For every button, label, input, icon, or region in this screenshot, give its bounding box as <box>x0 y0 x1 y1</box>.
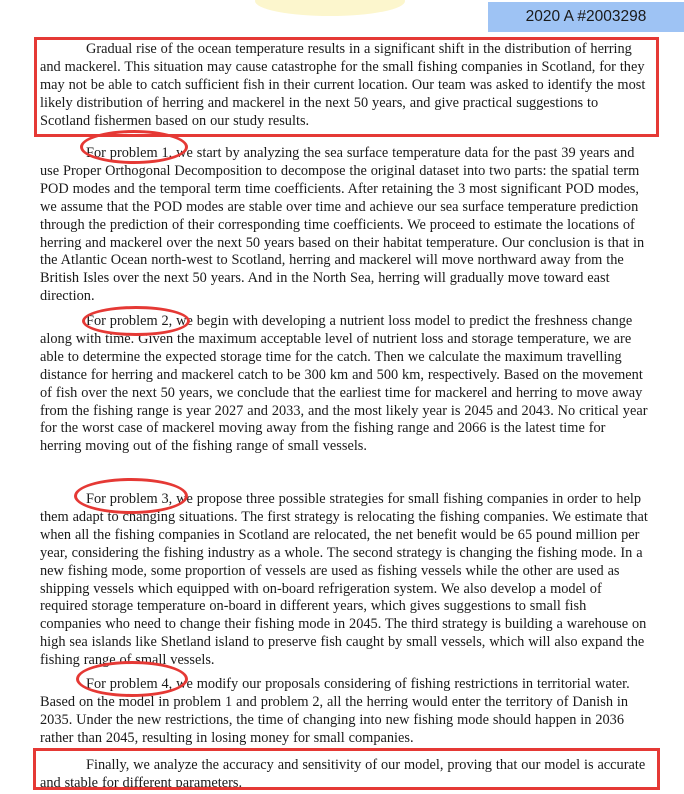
problem-2-highlight-oval <box>82 306 190 336</box>
problem-4-highlight-oval <box>76 661 188 697</box>
conclusion-paragraph: Finally, we analyze the accuracy and sensitivity of our model, proving that our model is accurate and stable for different parameters. <box>40 757 646 791</box>
paper-id-tag: 2020 A #2003298 <box>488 2 684 32</box>
problem-1-highlight-oval <box>80 130 188 164</box>
problem-3-highlight-oval <box>74 478 188 514</box>
intro-paragraph: Gradual rise of the ocean temperature results in a significant shift in the distribution of herring and mackerel. This situation may cause catastrophe for the small fishing companies in Scotland, for they may not be able to catch sufficient fish in their current location. Our team was asked to identify the most likely distribution of herring and mackerel in the next 50 years, and give practical suggestions to Scotland fishermen based on our study results. <box>40 41 646 129</box>
problem-4-paragraph: For problem 4, we modify our proposals considering of fishing restrictions in territorial water. Based on the model in problem 1 and problem 2, all the herring would enter the territory of Danish in 2035. Under the new restrictions, the time of changing into new fishing mode should happen in 2036 rather than 2045, resulting in losing money for small companies. <box>40 676 630 746</box>
problem-2-paragraph: For problem 2, we begin with developing a nutrient loss model to predict the freshness change along with time. Given the maximum acceptable level of nutrient loss and storage temperature, we are able to determine the expected storage time for the catch. Then we calculate the maximum travelling distance for herring and mackerel catch to be 300 km and 500 km, respectively. Based on the movement of fish over the next 50 years, we conclude that the earliest time for mackerel and herring to move away from the fishing range is year 2027 and 2033, and the most likely year is 2045 and 2043. No critical year for the worst case of mackerel moving away from the fishing range and 2066 is the latest time for herring moving out of the fishing range of small vessels. <box>40 313 648 455</box>
conclusion-highlight-box <box>33 748 660 790</box>
problem-3-paragraph: For problem 3, we propose three possible strategies for small fishing companies in order to help them adapt to changing situations. The first strategy is relocating the fishing companies. We estimate that when all the fishing companies in Scotland are relocated, the net benefit would be 65 pound million per year, considering the fishing industry as a whole. The second strategy is changing the fishing mode. In a new fishing mode, some proportion of vessels are used as fishing vessels while the other are used as shipping vessels which equipped with on-board refrigeration system. We also develop a model of required storage temperature on-board in different years, which gives suggestions to small fish companies who need to change their fishing mode in 2045. The third strategy is building a warehouse on high sea islands like Shetland island to preserve fish caught by small vessels, which will also expand the fishing range of small vessels. <box>40 491 648 669</box>
light-glare <box>255 0 405 16</box>
problem-1-paragraph: For problem 1, we start by analyzing the sea surface temperature data for the past 39 years and use Proper Orthogonal Decomposition to decompose the original dataset into two parts: the spatial term POD modes and the temporal term time coefficients. After retaining the 3 most significant POD modes, we assume that the POD modes are stable over time and achieve our sea surface temperature prediction through the prediction of their corresponding time coefficients. We proceed to estimate the locations of herring and mackerel over the next 50 years based on their habitat temperature. Our conclusion is that in the Atlantic Ocean north-west to Scotland, herring and mackerel will move northward away from the British Isles over the next 50 years. And in the North Sea, herring will gradually move toward east direction. <box>40 145 645 305</box>
intro-highlight-box <box>34 37 659 137</box>
